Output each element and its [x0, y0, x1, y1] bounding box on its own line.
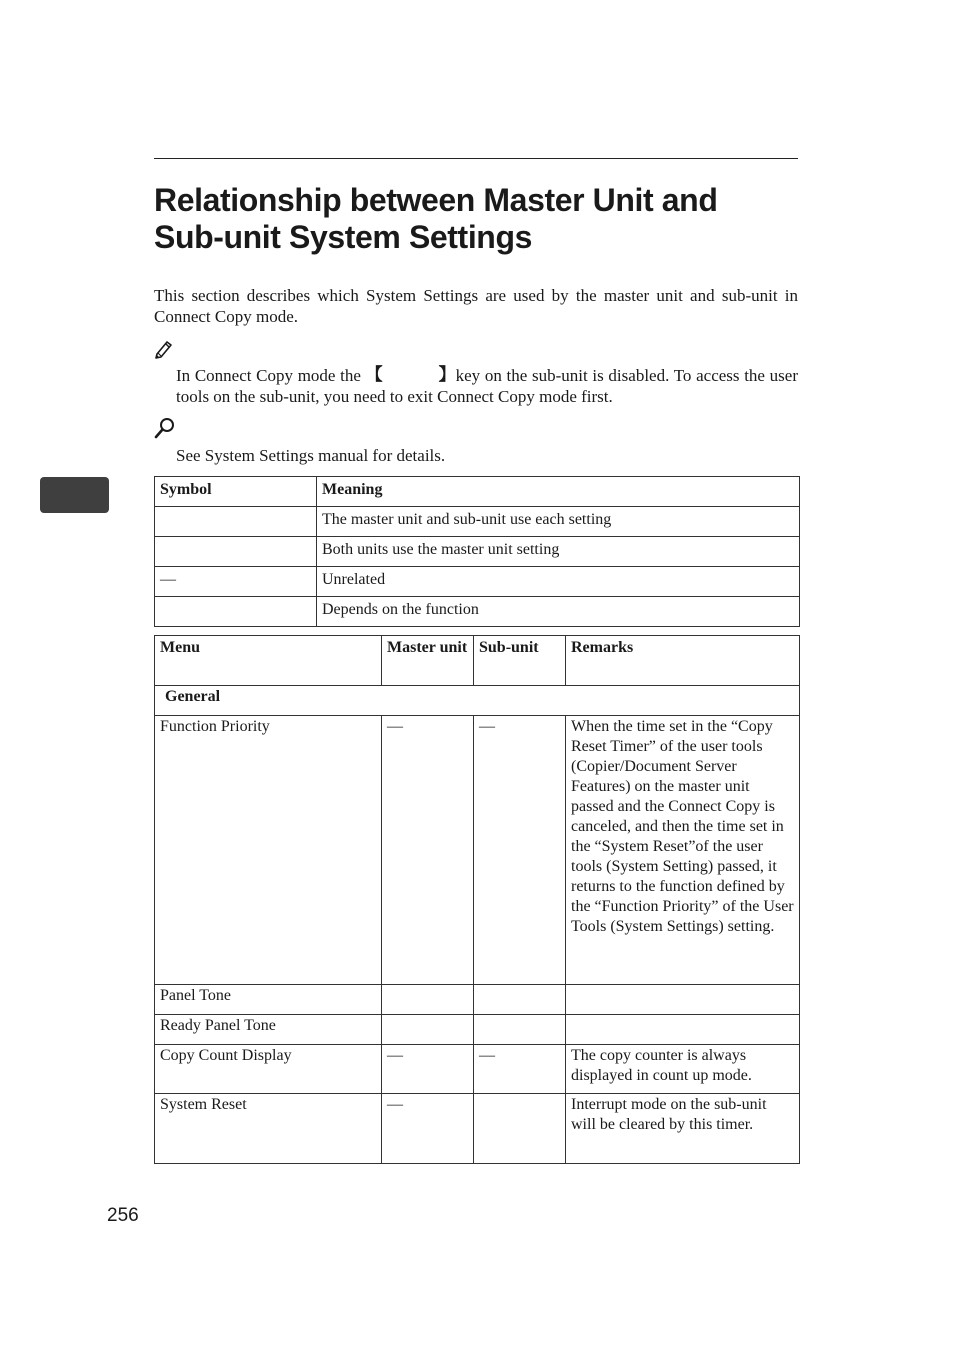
symbol-cell: —: [155, 567, 317, 597]
note-text: [176, 365, 798, 407]
table-row: [155, 1045, 800, 1094]
meaning-cell: Unrelated: [317, 567, 800, 597]
note-text-before: In Connect Copy mode the: [176, 366, 366, 385]
section-row: [155, 686, 800, 716]
table-row: [155, 507, 800, 537]
remarks-cell: Interrupt mode on the sub-unit will be cleared by this timer.: [566, 1094, 800, 1164]
section-general: General: [155, 686, 800, 716]
key-bracket-right: 】: [438, 365, 456, 384]
sub-cell: [474, 1015, 566, 1045]
table-header-row: [155, 636, 800, 686]
remarks-cell: [566, 1015, 800, 1045]
pencil-note-icon: [154, 339, 174, 359]
symbol-legend-table: [154, 476, 800, 627]
page-title-line-2: Sub-unit System Settings: [154, 219, 532, 255]
sub-cell: —: [474, 716, 566, 985]
page-title-line-1: Relationship between Master Unit and: [154, 182, 718, 218]
magnifier-reference-icon: [154, 417, 176, 439]
sub-cell: —: [474, 1045, 566, 1094]
header-meaning: Meaning: [317, 477, 800, 507]
header-menu: Menu: [155, 636, 382, 686]
note-text-after: key on the sub-unit is disabled. To access the user tools on the sub-unit, you need to exit Connect Copy mode first.: [176, 366, 798, 406]
table-row: [155, 597, 800, 627]
symbol-cell: [155, 507, 317, 537]
header-remarks: Remarks: [566, 636, 800, 686]
page-number: 256: [107, 1205, 139, 1226]
meaning-cell: The master unit and sub-unit use each setting: [317, 507, 800, 537]
settings-menu-table: [154, 635, 800, 1164]
header-rule: [154, 158, 798, 159]
sub-cell: [474, 1094, 566, 1164]
user-tools-key: [365, 365, 456, 384]
key-bracket-left: 【: [365, 365, 383, 384]
header-symbol: Symbol: [155, 477, 317, 507]
header-sub-unit: Sub-unit: [474, 636, 566, 686]
remarks-cell: [566, 985, 800, 1015]
table-row: [155, 985, 800, 1015]
table-row: [155, 1015, 800, 1045]
meaning-cell: Both units use the master unit setting: [317, 537, 800, 567]
table-row: [155, 716, 800, 985]
symbol-cell: [155, 537, 317, 567]
table-header-row: [155, 477, 800, 507]
master-cell: —: [382, 1094, 474, 1164]
master-cell: —: [382, 716, 474, 985]
menu-cell: Copy Count Display: [155, 1045, 382, 1094]
sub-cell: [474, 985, 566, 1015]
master-cell: —: [382, 1045, 474, 1094]
intro-paragraph: This section describes which System Settings are used by the master unit and sub-unit in Connect Copy mode.: [154, 286, 798, 326]
menu-cell: Ready Panel Tone: [155, 1015, 382, 1045]
reference-text: See System Settings manual for details.: [176, 446, 446, 465]
master-cell: [382, 985, 474, 1015]
symbol-cell: [155, 597, 317, 627]
page-title: [154, 182, 814, 256]
table-row: [155, 1094, 800, 1164]
header-master-unit: Master unit: [382, 636, 474, 686]
remarks-cell: The copy counter is always displayed in count up mode.: [566, 1045, 800, 1094]
menu-cell: System Reset: [155, 1094, 382, 1164]
menu-cell: Panel Tone: [155, 985, 382, 1015]
master-cell: [382, 1015, 474, 1045]
menu-cell: Function Priority: [155, 716, 382, 985]
table-row: [155, 537, 800, 567]
remarks-cell: When the time set in the “Copy Reset Timer” of the user tools (Copier/Document Server Features) on the master unit passed and the Connect Copy is canceled, and then the time set in the “System Reset”of the user tools (System Setting) passed, it returns to the function defined by the “Function Priority” of the User Tools (System Settings) setting.: [566, 716, 800, 985]
table-row: [155, 567, 800, 597]
chapter-thumb-tab: [40, 477, 109, 513]
meaning-cell: Depends on the function: [317, 597, 800, 627]
